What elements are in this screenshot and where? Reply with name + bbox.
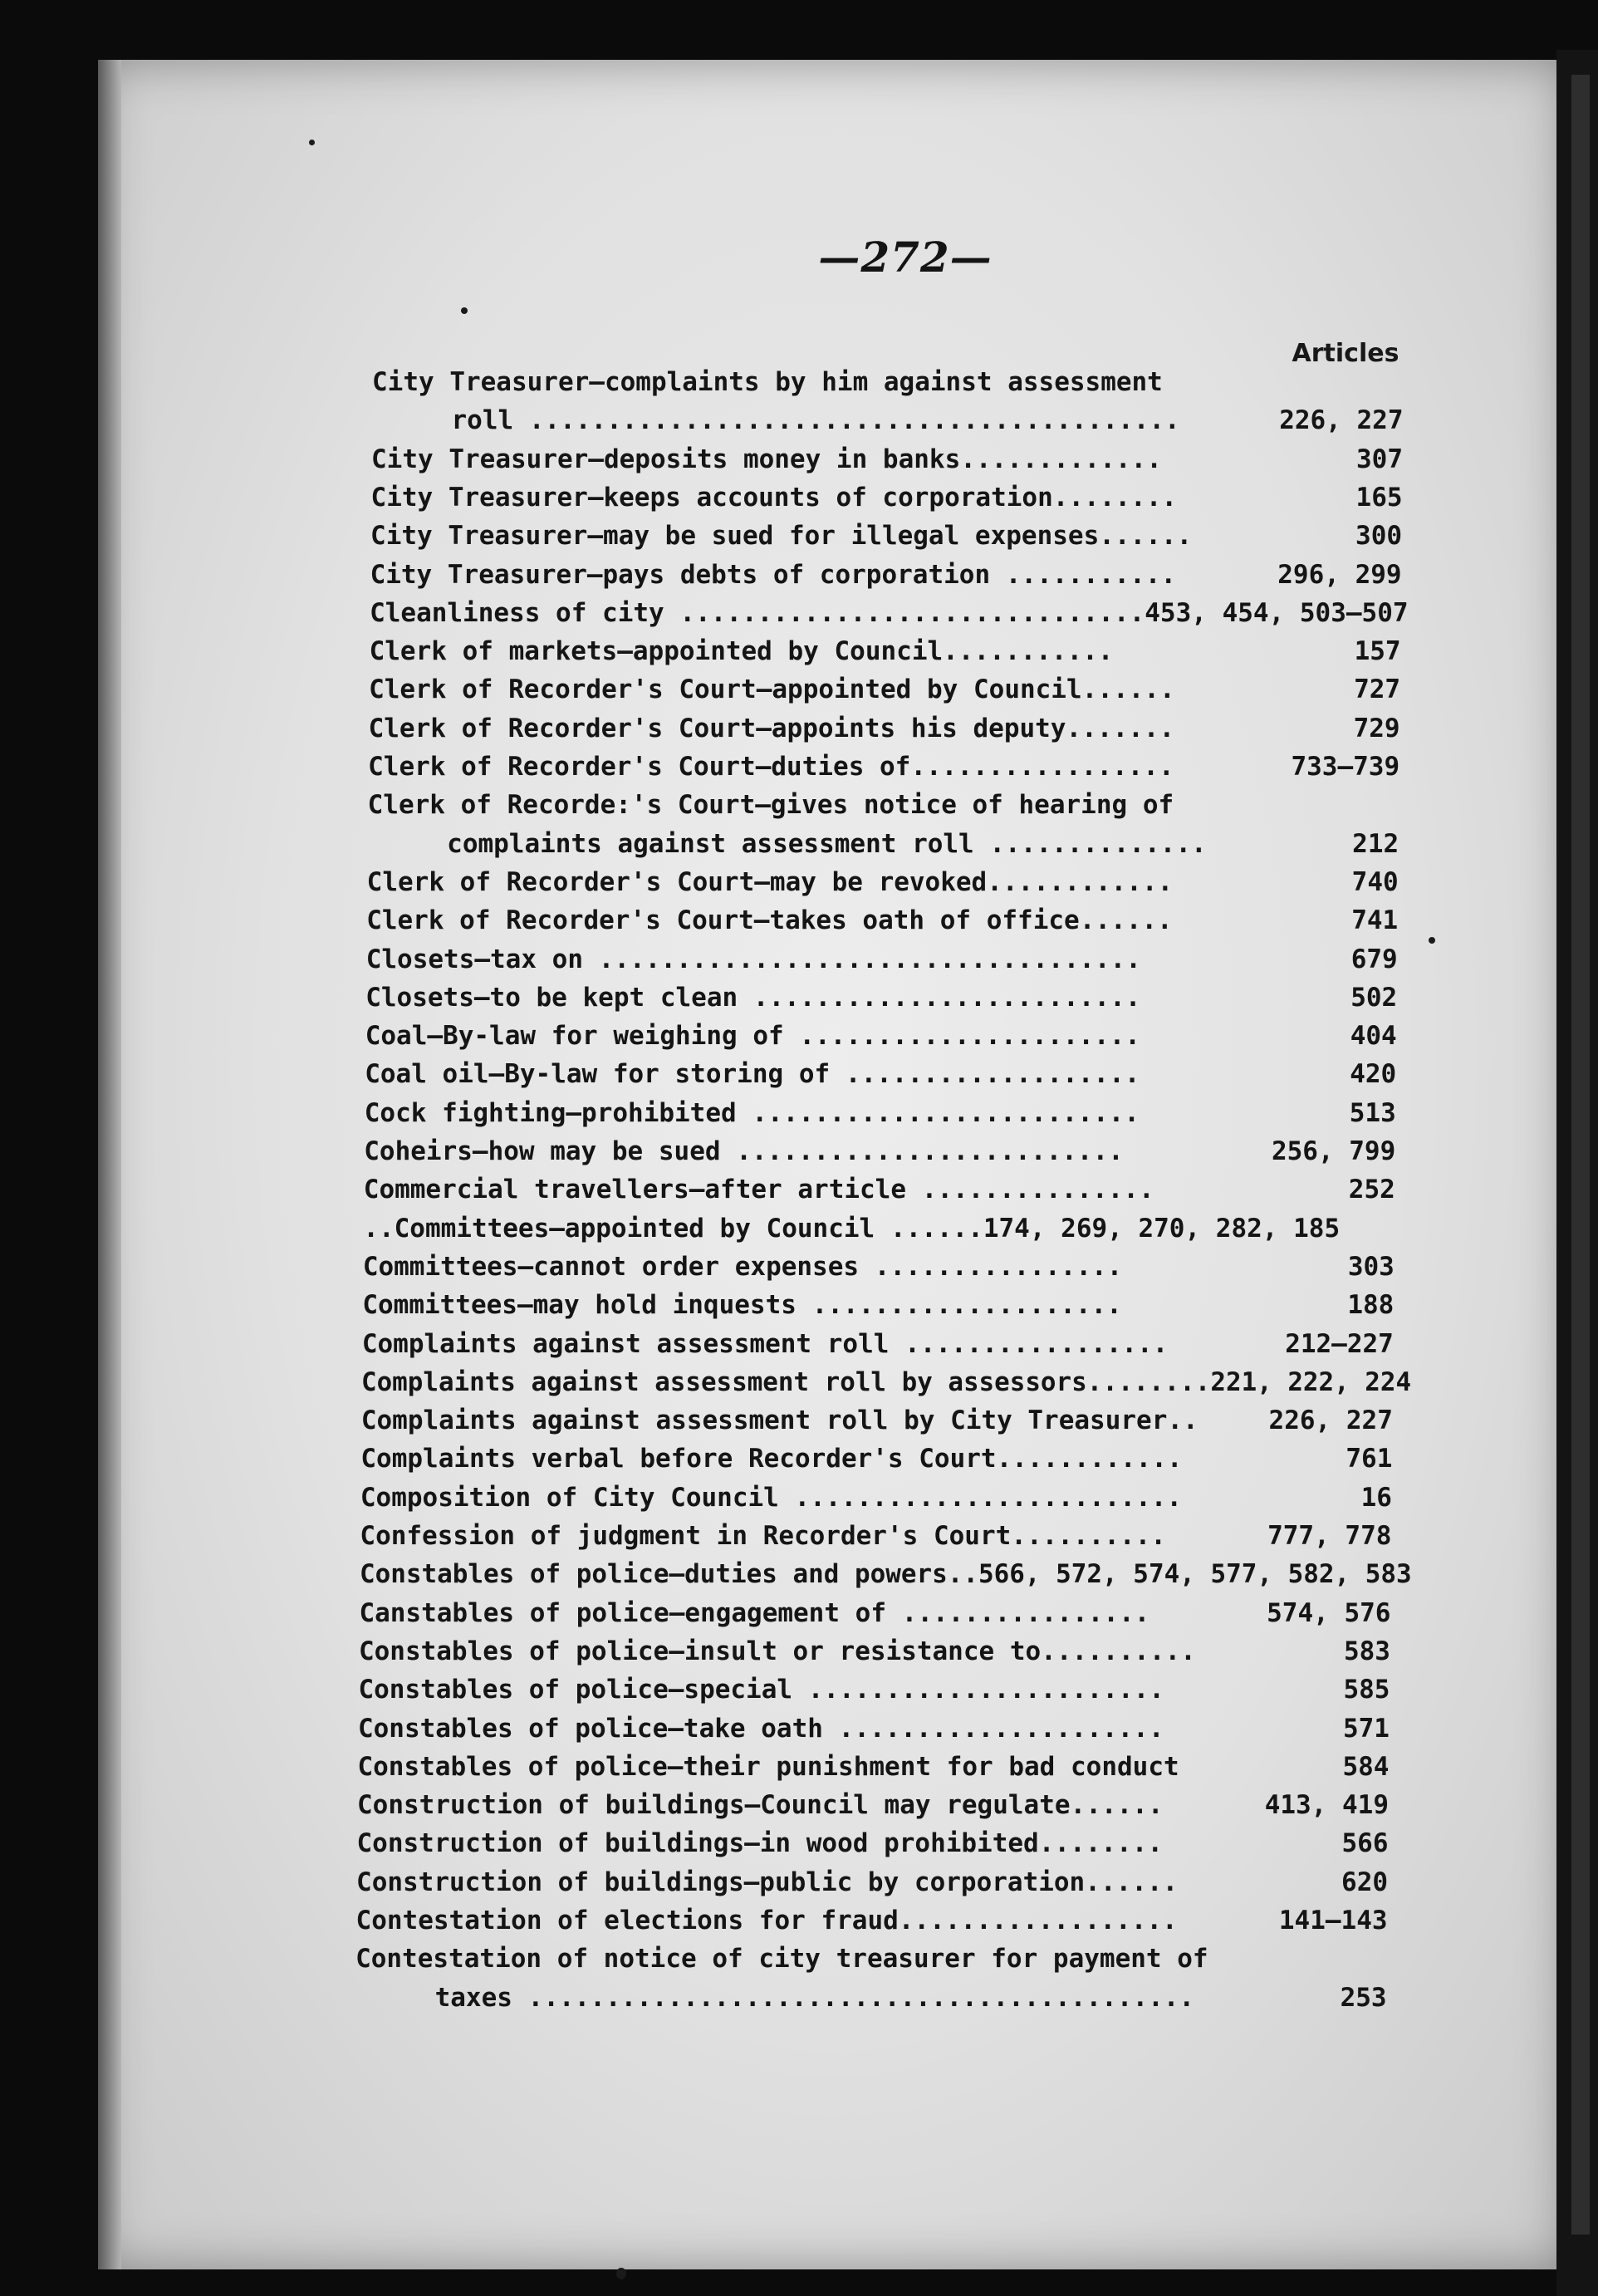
entry-article-ref: 252	[1348, 1175, 1395, 1205]
entry-topic: City Treasurer—pays debts of corporation ...........	[370, 559, 1177, 590]
entry-article-ref: 141–143	[1278, 1906, 1388, 1935]
entry-topic: City Treasurer—keeps accounts of corporation........	[370, 482, 1178, 513]
entry-topic: Complaints against assessment roll by City Treasurer..	[360, 1406, 1198, 1436]
ink-speck	[309, 140, 315, 145]
entry-topic: Cock fighting—prohibited .........................	[364, 1097, 1140, 1128]
entry-article-ref: 502	[1350, 982, 1398, 1013]
entry-topic: Canstables of police—engagement of ................	[359, 1597, 1150, 1628]
entry-article-ref: 253	[1340, 1982, 1387, 2013]
ink-speck	[1429, 937, 1435, 944]
index-entry	[360, 1483, 1182, 1513]
index-entry	[368, 752, 1174, 782]
entry-article-ref: 157	[1354, 636, 1401, 667]
entry-topic: Coal—By-law for weighing of ......................	[365, 1021, 1140, 1052]
index-entry	[360, 1559, 1412, 1589]
entry-continuation: taxes ...........................................	[434, 1982, 1195, 2013]
ink-speck	[461, 307, 468, 314]
entry-topic: Committees—may hold inquests ....................	[362, 1290, 1122, 1321]
entry-article-ref: 574, 576	[1267, 1597, 1391, 1628]
entry-topic: Constables of police—duties and powers..566, 572, 574, 577, 582, 583	[359, 1559, 1412, 1590]
index-entry	[367, 867, 1174, 897]
index-entry	[361, 1406, 1198, 1435]
entry-continuation: roll ..........................................	[451, 405, 1180, 436]
entry-article-ref: 583	[1343, 1636, 1390, 1666]
index-entry	[365, 1021, 1140, 1051]
index-entry	[365, 983, 1140, 1013]
index-entry	[368, 790, 1174, 820]
index-entry	[372, 367, 1163, 397]
entry-topic: Contestation of notice of city treasurer for payment of	[355, 1944, 1208, 1975]
entry-topic: City Treasurer—deposits money in banks.............	[371, 444, 1162, 474]
entry-topic: Constables of police—their punishment for bad conduct	[357, 1751, 1179, 1782]
entry-topic: Closets—tax on ...................................	[365, 944, 1141, 974]
entry-article-ref: 413, 419	[1264, 1790, 1389, 1821]
entry-topic: Committees—cannot order expenses ................	[362, 1251, 1123, 1282]
entry-topic: Clerk of markets—appointed by Council...........	[369, 636, 1114, 667]
index-entry	[370, 598, 1408, 628]
entry-article-ref: 307	[1356, 444, 1404, 474]
index-entry	[371, 444, 1162, 474]
entry-article-ref: 679	[1350, 944, 1398, 974]
entry-article-ref: 300	[1355, 521, 1403, 552]
entry-article-ref: 733–739	[1291, 752, 1400, 782]
entry-article-ref: 729	[1353, 713, 1400, 743]
entry-article-ref: 761	[1346, 1444, 1393, 1474]
index-entry	[358, 1714, 1164, 1744]
index-entry	[356, 1867, 1178, 1897]
entry-article-ref: 212	[1352, 828, 1399, 859]
entry-article-ref: 571	[1342, 1713, 1390, 1744]
entry-topic: Contestation of elections for fraud..................	[355, 1906, 1178, 1935]
index-entry	[365, 1059, 1140, 1089]
index-entry	[360, 1521, 1166, 1551]
index-entry	[357, 1828, 1164, 1858]
entry-article-ref: 165	[1355, 482, 1403, 513]
entry-topic: City Treasurer—may be sued for illegal expenses......	[370, 521, 1193, 552]
entry-article-ref: 620	[1341, 1867, 1389, 1897]
index-entry	[356, 1906, 1178, 1935]
index-entry	[357, 1752, 1179, 1782]
entry-topic: Composition of City Council .........................	[360, 1482, 1183, 1513]
entry-topic: Construction of buildings—public by corporation......	[356, 1867, 1179, 1897]
entry-topic: Commercial travellers—after article ...............	[363, 1175, 1154, 1205]
entry-topic: Closets—to be kept clean .........................	[365, 982, 1141, 1013]
page-number: —272—	[818, 233, 993, 282]
entry-topic: Clerk of Recorder's Court—may be revoked............	[366, 866, 1174, 897]
entry-article-ref: 740	[1351, 866, 1399, 897]
entry-topic: Constables of police—take oath .....................	[357, 1713, 1164, 1744]
entry-topic: Complaints against assessment roll by assessors........221, 222, 224	[361, 1366, 1412, 1397]
entry-article-ref: 303	[1347, 1251, 1395, 1282]
entry-topic: Clerk of Recorder's Court—appoints his deputy.......	[368, 713, 1175, 743]
index-entry	[366, 905, 1173, 935]
entry-article-ref: 584	[1342, 1751, 1390, 1782]
entry-article-ref: 420	[1350, 1059, 1397, 1090]
index-entry	[369, 714, 1175, 743]
entry-article-ref: 296, 299	[1277, 559, 1402, 590]
entry-topic: Clerk of Recorder's Court—duties of.................	[368, 752, 1174, 782]
entry-article-ref: 513	[1349, 1097, 1396, 1128]
entry-topic: Constables of police—special .......................	[358, 1675, 1164, 1705]
entry-article-ref: 741	[1351, 905, 1399, 936]
index-entry	[370, 636, 1114, 666]
index-entry	[361, 1367, 1411, 1397]
index-entry	[366, 944, 1141, 974]
index-entry	[371, 483, 1178, 513]
entry-topic: Complaints against assessment roll .................	[361, 1328, 1169, 1359]
entry-topic: Clerk of Recorder's Court—appointed by Council......	[369, 675, 1175, 705]
index-entry	[370, 521, 1192, 551]
index-entry	[364, 1136, 1124, 1166]
entry-topic: City Treasurer—complaints by him against assessment	[372, 367, 1163, 397]
index-entry	[363, 1252, 1123, 1282]
entry-article-ref: 226, 227	[1268, 1406, 1393, 1436]
entry-topic: Cleanliness of city ..............................453, 454, 503–507	[370, 597, 1409, 628]
index-entry	[362, 1329, 1169, 1359]
entry-article-ref: 226, 227	[1279, 405, 1404, 436]
index-entry	[359, 1636, 1196, 1666]
entry-article-ref: 727	[1354, 675, 1401, 705]
entry-article-ref: 777, 778	[1267, 1521, 1392, 1551]
entry-article-ref: 16	[1360, 1482, 1392, 1513]
column-header-articles: Articles	[1292, 339, 1399, 368]
entry-continuation: complaints against assessment roll ..............	[447, 828, 1207, 859]
index-entry	[369, 675, 1175, 704]
index-entry	[359, 1598, 1149, 1628]
index-entry	[364, 1175, 1154, 1204]
entry-topic: Complaints verbal before Recorder's Court............	[360, 1444, 1183, 1474]
index-entry	[357, 1790, 1164, 1820]
index-entry	[365, 1098, 1140, 1128]
entry-article-ref: 566	[1341, 1828, 1389, 1859]
entry-article-ref: 256, 799	[1271, 1136, 1396, 1166]
entry-topic: ..Committees—appointed by Council ......174, 269, 270, 282, 185	[363, 1213, 1341, 1244]
ink-speck	[616, 2268, 626, 2279]
entry-topic: Coal oil—By-law for storing of ...................	[365, 1059, 1140, 1090]
index-entry	[370, 560, 1177, 590]
entry-topic: Confession of judgment in Recorder's Court..........	[360, 1521, 1166, 1551]
index-entry	[360, 1444, 1182, 1474]
entry-topic: Clerk of Recorde:'s Court—gives notice of hearing of	[367, 790, 1174, 821]
entry-article-ref: 188	[1347, 1290, 1395, 1321]
entry-article-ref: 404	[1350, 1021, 1397, 1052]
index-entry	[362, 1290, 1122, 1320]
entry-article-ref: 585	[1343, 1675, 1390, 1705]
entry-article-ref: 212–227	[1285, 1328, 1394, 1359]
index-entry	[363, 1214, 1340, 1244]
entry-topic: Constables of police—insult or resistance to..........	[358, 1636, 1196, 1666]
index-entry	[355, 1944, 1208, 1974]
entry-topic: Construction of buildings—in wood prohibited........	[356, 1828, 1164, 1859]
entry-topic: Construction of buildings—Council may regulate......	[357, 1790, 1164, 1821]
entry-topic: Clerk of Recorder's Court—takes oath of office......	[366, 905, 1173, 936]
index-entry	[358, 1675, 1164, 1705]
entry-topic: Coheirs—how may be sued .........................	[364, 1136, 1124, 1166]
